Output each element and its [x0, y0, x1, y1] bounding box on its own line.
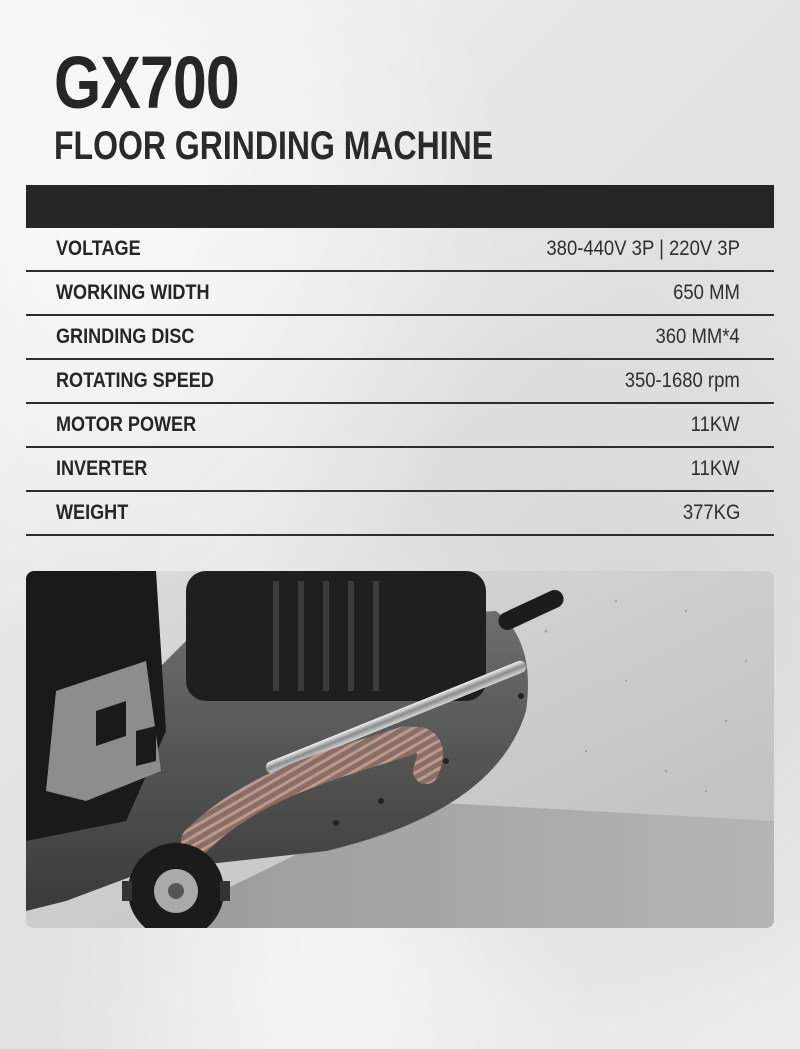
- spec-label: MOTOR POWER: [56, 413, 197, 436]
- spec-value: 650 MM: [673, 281, 740, 304]
- spec-label: GRINDING DISC: [56, 325, 195, 348]
- grinding-machine-illustration: [26, 571, 774, 928]
- product-subtitle: FLOOR GRINDING MACHINE: [54, 124, 494, 168]
- spec-label: ROTATING SPEED: [56, 369, 214, 392]
- spec-row-rotating-speed: [26, 360, 774, 404]
- spec-value: 350-1680 rpm: [624, 369, 740, 392]
- model-name: GX700: [54, 41, 239, 124]
- spec-row-voltage: [26, 228, 774, 272]
- spec-row-motor-power: [26, 404, 774, 448]
- spec-value: 360 MM*4: [655, 325, 740, 348]
- spec-table: [26, 228, 774, 536]
- spec-value: 377KG: [682, 501, 740, 524]
- spec-label: INVERTER: [56, 457, 148, 480]
- spec-label: WEIGHT: [56, 501, 129, 524]
- spec-row-working-width: [26, 272, 774, 316]
- spec-table-header-bar: [26, 185, 774, 228]
- spec-label: VOLTAGE: [56, 237, 141, 260]
- spec-value: 11KW: [691, 457, 740, 480]
- spec-value: 11KW: [691, 413, 740, 436]
- spec-row-grinding-disc: [26, 316, 774, 360]
- spec-label: WORKING WIDTH: [56, 281, 210, 304]
- spec-row-weight: [26, 492, 774, 536]
- product-photo: [26, 571, 774, 928]
- spec-row-inverter: [26, 448, 774, 492]
- spec-value: 380-440V 3P | 220V 3P: [546, 237, 740, 260]
